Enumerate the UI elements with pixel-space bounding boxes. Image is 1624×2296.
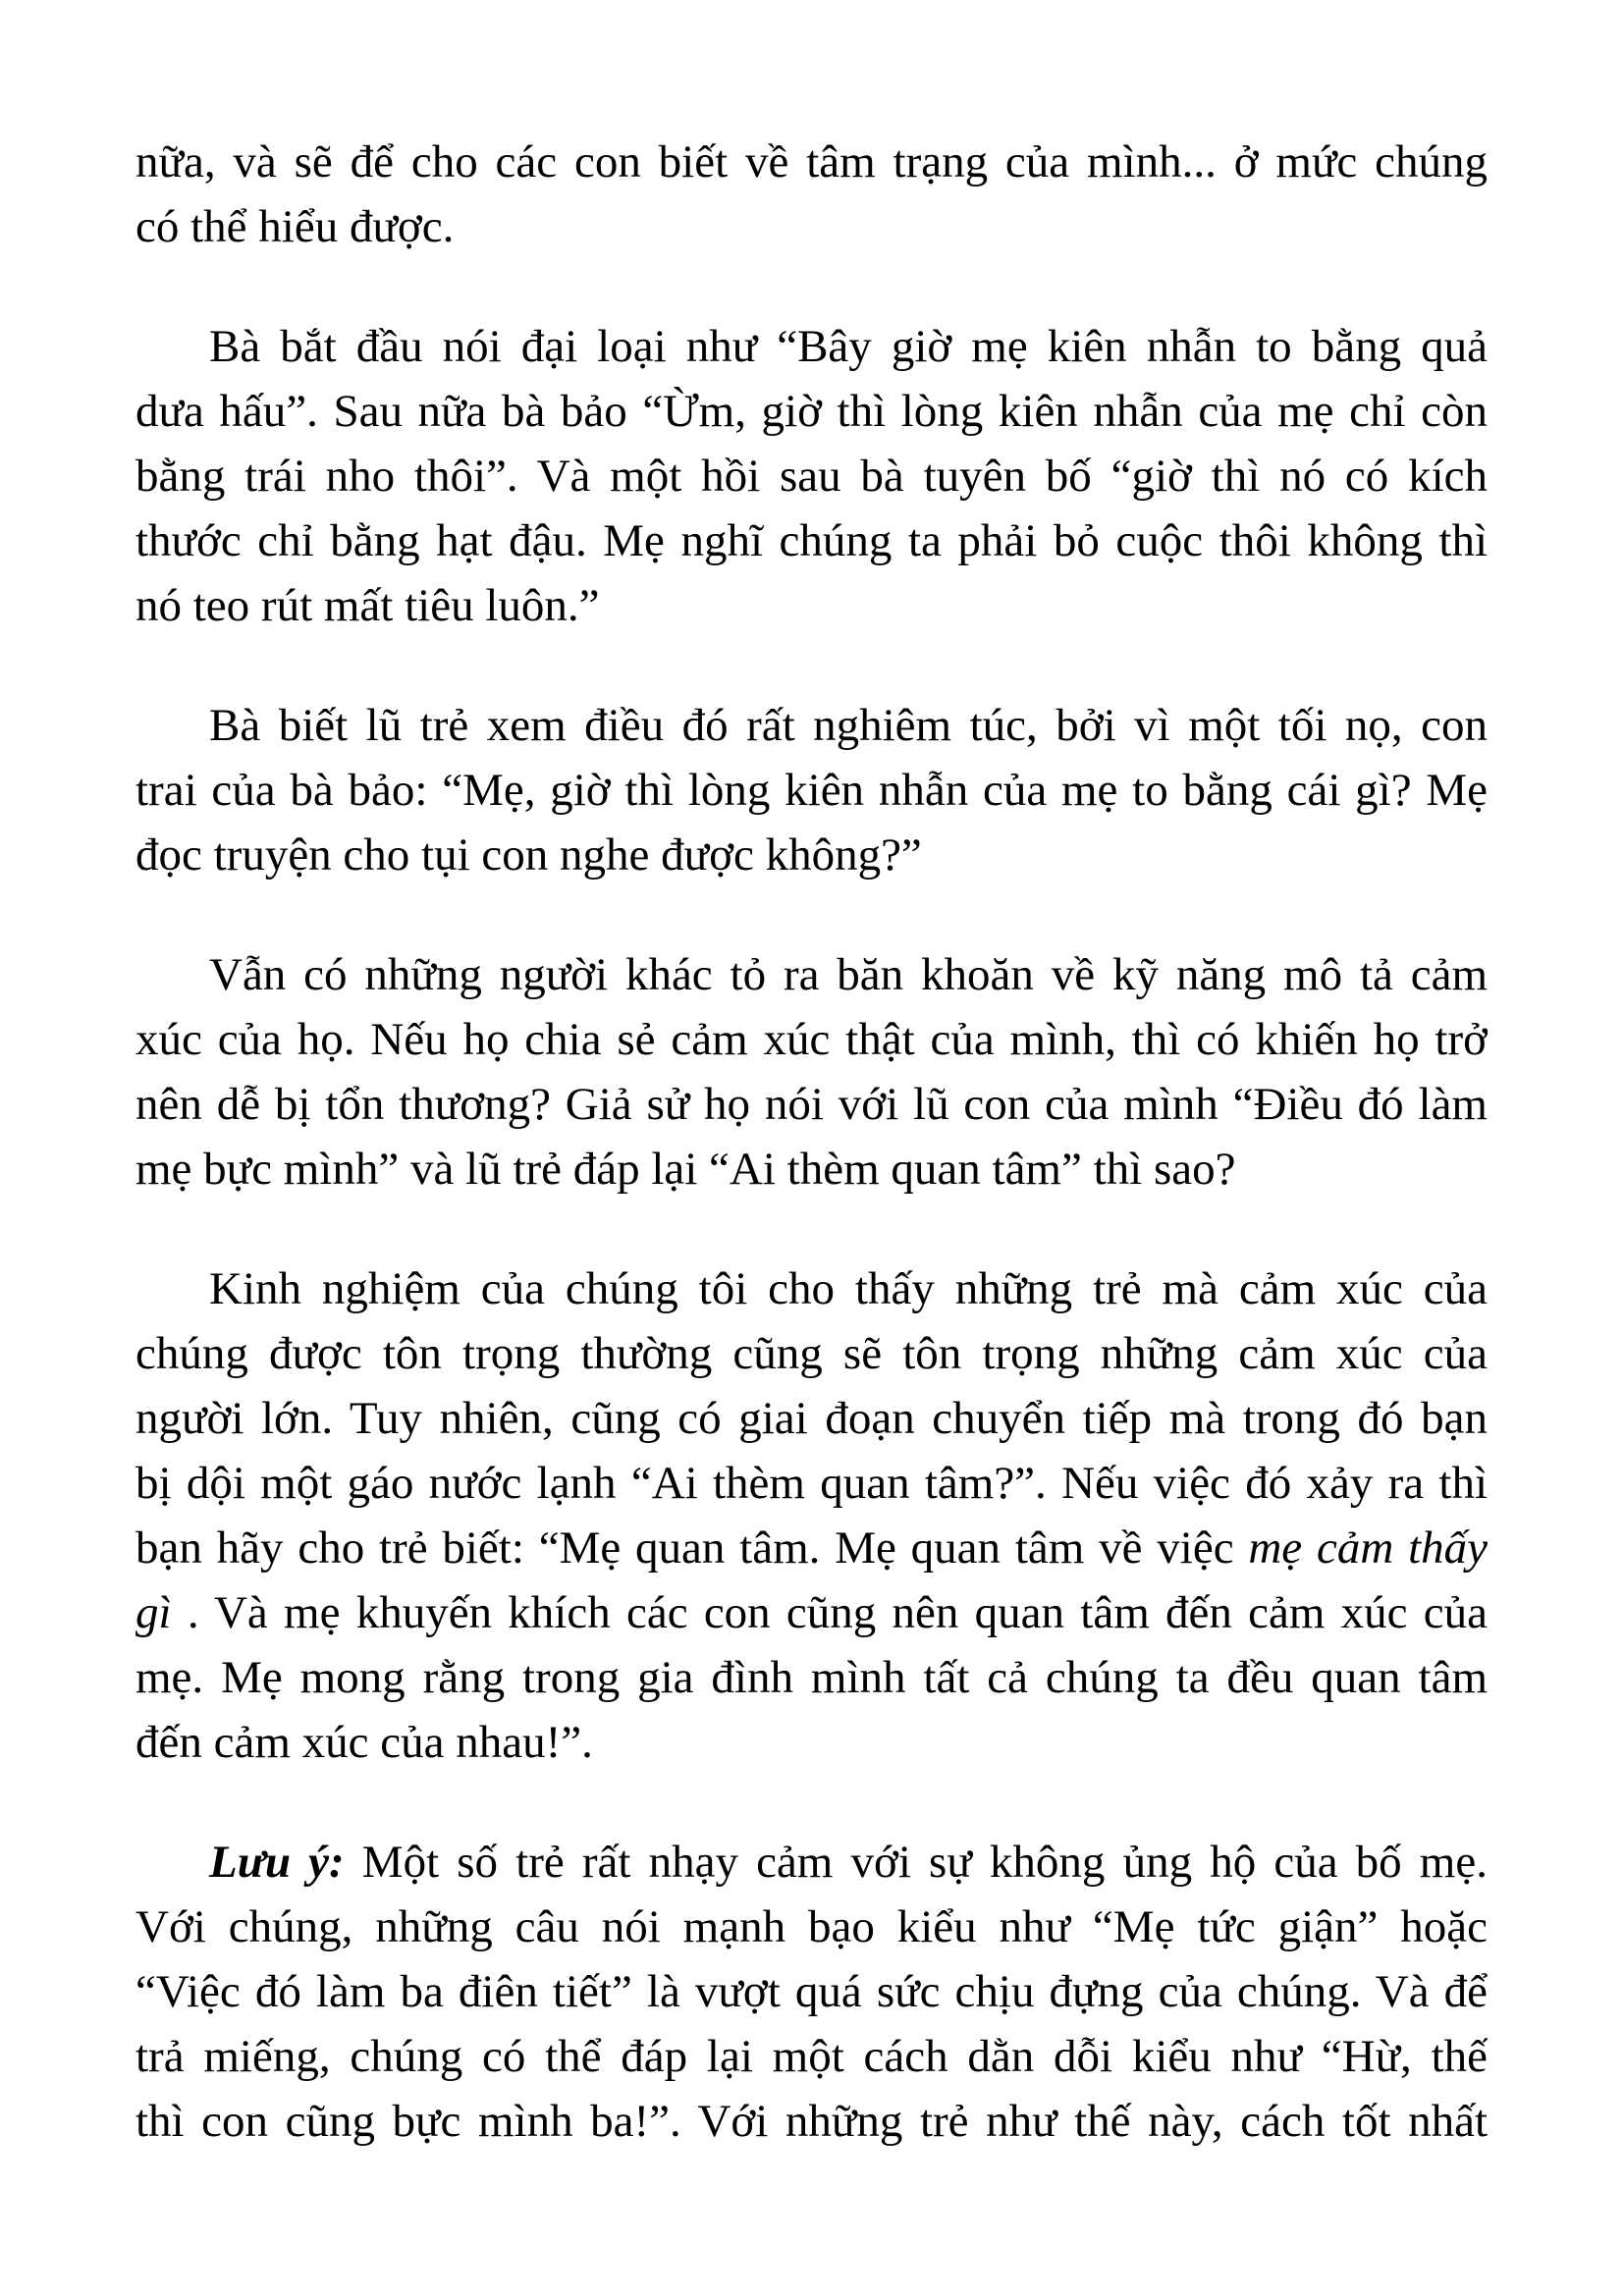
text-segment-normal: trai của bà bảo: “Mẹ, giờ thì lòng kiên nhẫn của mẹ to bằng cái gì? Mẹ	[135, 765, 1488, 816]
text-line	[135, 1895, 1488, 1959]
text-line	[135, 1710, 1488, 1775]
text-line	[135, 1137, 1488, 1201]
paragraph	[135, 1830, 1488, 2154]
text-line	[135, 823, 1488, 887]
text-line	[135, 130, 1488, 194]
text-segment-normal: đọc truyện cho tụi con nghe được không?”	[135, 829, 922, 881]
text-segment-normal: Với chúng, những câu nói mạnh bạo kiểu như “Mẹ tức giận” hoặc	[135, 1901, 1488, 1952]
paragraph	[135, 130, 1488, 259]
text-segment-bold-italic: Lưu ý:	[209, 1837, 345, 1888]
text-segment-normal: “Việc đó làm ba điên tiết” là vượt quá sức chịu đựng của chúng. Và để	[135, 1966, 1488, 2017]
text-segment-normal: mẹ. Mẹ mong rằng trong gia đình mình tất cả chúng ta đều quan tâm	[135, 1652, 1488, 1703]
text-line	[135, 1516, 1488, 1580]
text-line	[135, 2089, 1488, 2154]
text-segment-normal: đến cảm xúc của nhau!”.	[135, 1717, 593, 1768]
text-segment-normal: nữa, và sẽ để cho các con biết về tâm trạng của mình... ở mức chúng	[135, 136, 1488, 187]
text-segment-normal: có thể hiểu được.	[135, 201, 455, 252]
text-segment-normal: nó teo rút mất tiêu luôn.”	[135, 580, 600, 631]
text-segment-normal: dưa hấu”. Sau nữa bà bảo “Ừm, giờ thì lòng kiên nhẫn của mẹ chỉ còn	[135, 386, 1488, 437]
text-line	[135, 444, 1488, 508]
text-line	[135, 1007, 1488, 1072]
text-segment-normal: người lớn. Tuy nhiên, cũng có giai đoạn chuyển tiếp mà trong đó bạn	[135, 1393, 1488, 1444]
text-line	[135, 1321, 1488, 1386]
paragraph	[135, 942, 1488, 1201]
text-segment-normal: Vẫn có những người khác tỏ ra băn khoăn về kỹ năng mô tả cảm	[209, 949, 1488, 1000]
text-segment-normal: chúng được tôn trọng thường cũng sẽ tôn trọng những cảm xúc của	[135, 1328, 1488, 1379]
text-segment-normal: Bà bắt đầu nói đại loại như “Bây giờ mẹ kiên nhẫn to bằng quả	[209, 321, 1488, 372]
text-segment-normal: Bà biết lũ trẻ xem điều đó rất nghiêm túc, bởi vì một tối nọ, con	[209, 700, 1488, 751]
text-line	[135, 1256, 1488, 1321]
paragraph	[135, 314, 1488, 638]
text-line	[135, 2024, 1488, 2089]
text-line	[135, 1830, 1488, 1895]
text-segment-normal: mẹ bực mình” và lũ trẻ đáp lại “Ai thèm quan tâm” thì sao?	[135, 1144, 1236, 1195]
text-line	[135, 1451, 1488, 1516]
text-segment-italic: mẹ cảm thấy	[1248, 1522, 1488, 1574]
text-segment-normal: Một số trẻ rất nhạy cảm với sự không ủng hộ của bố mẹ.	[344, 1837, 1488, 1888]
text-line	[135, 314, 1488, 379]
text-line	[135, 1959, 1488, 2024]
text-segment-normal: bạn hãy cho trẻ biết: “Mẹ quan tâm. Mẹ quan tâm về việc	[135, 1522, 1249, 1574]
text-line	[135, 379, 1488, 444]
text-segment-normal: . Và mẹ khuyến khích các con cũng nên quan tâm đến cảm xúc của	[171, 1587, 1488, 1638]
text-line	[135, 1580, 1488, 1645]
text-segment-normal: trả miếng, chúng có thể đáp lại một cách dằn dỗi kiểu như “Hừ, thế	[135, 2031, 1488, 2082]
text-line	[135, 758, 1488, 823]
text-line	[135, 1645, 1488, 1710]
text-line	[135, 1386, 1488, 1451]
text-line	[135, 573, 1488, 638]
text-segment-normal: Kinh nghiệm của chúng tôi cho thấy những trẻ mà cảm xúc của	[209, 1263, 1488, 1314]
text-line	[135, 693, 1488, 758]
text-line	[135, 194, 1488, 259]
text-line	[135, 508, 1488, 573]
text-line	[135, 942, 1488, 1007]
paragraph	[135, 1256, 1488, 1775]
text-segment-normal: xúc của họ. Nếu họ chia sẻ cảm xúc thật của mình, thì có khiến họ trở	[135, 1014, 1488, 1065]
text-segment-normal: bị dội một gáo nước lạnh “Ai thèm quan tâm?”. Nếu việc đó xảy ra thì	[135, 1458, 1488, 1509]
page-text	[135, 130, 1488, 2154]
text-line	[135, 1072, 1488, 1137]
text-segment-normal: nên dễ bị tổn thương? Giả sử họ nói với lũ con của mình “Điều đó làm	[135, 1079, 1488, 1130]
text-segment-normal: thước chỉ bằng hạt đậu. Mẹ nghĩ chúng ta phải bỏ cuộc thôi không thì	[135, 515, 1488, 566]
text-segment-normal: thì con cũng bực mình ba!”. Với những trẻ như thế này, cách tốt nhất	[135, 2096, 1488, 2147]
text-segment-italic: gì	[135, 1587, 172, 1638]
paragraph	[135, 693, 1488, 887]
text-segment-normal: bằng trái nho thôi”. Và một hồi sau bà tuyên bố “giờ thì nó có kích	[135, 451, 1488, 502]
